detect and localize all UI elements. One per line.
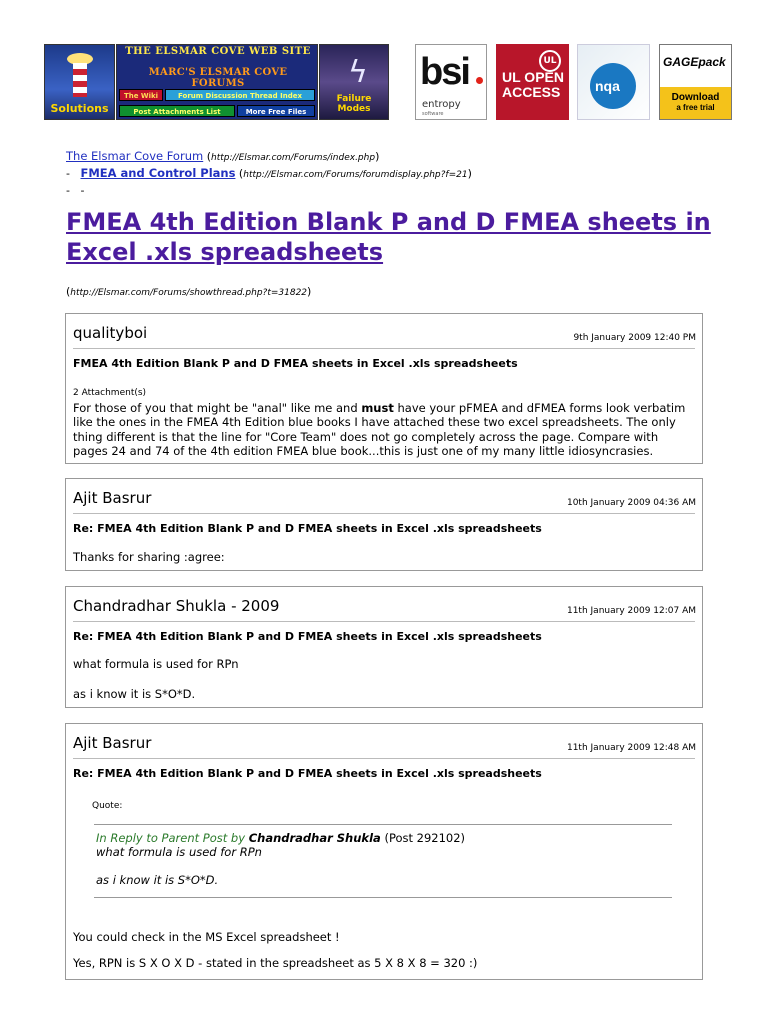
post: [65, 586, 703, 708]
ul-ad[interactable]: [496, 44, 569, 120]
gagepack-logo: GAGEpack: [663, 55, 726, 69]
subforum-url: http://Elsmar.com/Forums/forumdisplay.php?f=21: [243, 170, 468, 180]
bsi-dot-icon: [476, 77, 483, 84]
divider: [73, 348, 695, 349]
post-subject: FMEA 4th Edition Blank P and D FMEA sheets in Excel .xls spreadsheets: [73, 357, 518, 370]
post-date: 9th January 2009 12:40 PM: [573, 333, 696, 343]
post-subject: Re: FMEA 4th Edition Blank P and D FMEA sheets in Excel .xls spreadsheets: [73, 767, 542, 780]
thread-url-text: http://Elsmar.com/Forums/showthread.php?t=31822: [70, 288, 308, 298]
post-subject: Re: FMEA 4th Edition Blank P and D FMEA sheets in Excel .xls spreadsheets: [73, 630, 542, 643]
lightning-icon: ϟ: [348, 55, 368, 90]
post-username: Ajit Basrur: [73, 489, 152, 507]
dash: -: [66, 167, 70, 180]
elsmar-banner[interactable]: [116, 44, 318, 120]
divider: [73, 758, 695, 759]
bsi-entropy: entropy: [422, 99, 461, 110]
thread-url: (http://Elsmar.com/Forums/showthread.php?t=31822): [66, 285, 312, 298]
post-attachments-link[interactable]: Post Attachments List: [119, 105, 235, 117]
bsi-logo: bsi: [420, 51, 469, 93]
post-text: have your pFMEA and dFMEA forms look verbatim like the ones in the FMEA 4th Edition blue books I have attached these two excel spreadsheets. The only thing different is that the line for "Core Team" does not go completely across the page. Compare with pages 24 and 74 of the 4th edition FMEA blue book...this is just one of my many little idiosyncrasies.: [73, 400, 686, 458]
quote-post-ref[interactable]: (Post 292102): [384, 831, 466, 845]
ul-logo-icon: UL: [539, 50, 561, 72]
site-title: THE ELSMAR COVE WEB SITE: [125, 46, 311, 57]
post: [65, 313, 703, 464]
post-date: 11th January 2009 12:48 AM: [566, 743, 696, 753]
quote-author[interactable]: Chandradhar Shukla: [248, 831, 381, 845]
post-subject: Re: FMEA 4th Edition Blank P and D FMEA sheets in Excel .xls spreadsheets: [73, 522, 542, 535]
post-username: Chandradhar Shukla - 2009: [73, 597, 280, 615]
post-body: Thanks for sharing :agree:: [73, 550, 225, 564]
post-username: qualityboi: [73, 324, 148, 342]
nqa-logo: nqa: [595, 78, 620, 94]
quote-label: Quote:: [92, 801, 123, 811]
divider: [73, 513, 695, 514]
quote-line: what formula is used for RPn: [96, 845, 262, 859]
attachments-count: 2 Attachment(s): [73, 388, 147, 398]
post-text: For those of you that might be "anal" like me and: [73, 400, 362, 415]
gagepack-ad[interactable]: [659, 44, 732, 120]
failure-modes-banner[interactable]: [319, 44, 389, 120]
post-body: [73, 386, 695, 459]
quote-line: as i know it is S*O*D.: [96, 873, 219, 887]
bsi-ad[interactable]: [415, 44, 487, 120]
post-line: Yes, RPN is S X O X D - stated in the spreadsheet as 5 X 8 X 8 = 320 :): [73, 955, 478, 970]
post: [65, 723, 703, 980]
post-username: Ajit Basrur: [73, 734, 152, 752]
post-text-bold: must: [361, 400, 394, 415]
gagepack-trial: a free trial: [676, 103, 715, 112]
lighthouse-icon: [73, 63, 87, 97]
post-line: You could check in the MS Excel spreadsheet !: [73, 930, 340, 944]
post-body: [73, 657, 695, 701]
ul-label: UL OPEN ACCESS: [502, 69, 564, 100]
subforum-link[interactable]: FMEA and Control Plans: [80, 166, 236, 180]
quote-intro: In Reply to Parent Post by: [96, 831, 246, 845]
forums-title: MARC'S ELSMAR COVE FORUMS: [148, 67, 288, 89]
dash: -: [80, 184, 85, 197]
gagepack-download: Download: [671, 92, 720, 103]
dash: -: [66, 184, 70, 197]
bsi-software: software: [422, 111, 444, 117]
post-line: what formula is used for RPn: [73, 657, 239, 671]
failure-modes-label: Failure Modes: [336, 94, 372, 114]
post-date: 11th January 2009 12:07 AM: [566, 606, 696, 616]
more-free-files-link[interactable]: More Free Files: [237, 105, 315, 117]
breadcrumb: The Elsmar Cove Forum (http://Elsmar.com/Forums/index.php) - FMEA and Control Plans (http://Elsmar.com/Forums/forumdisplay.php?f=21) - -: [66, 149, 472, 197]
forum-url: http://Elsmar.com/Forums/index.php: [211, 153, 376, 163]
quote-block: [94, 824, 672, 898]
post-date: 10th January 2009 04:36 AM: [566, 498, 696, 508]
post: [65, 478, 703, 571]
wiki-link[interactable]: The Wiki: [119, 89, 163, 101]
post-body: [73, 930, 695, 970]
thread-title[interactable]: FMEA 4th Edition Blank P and D FMEA sheets in Excel .xls spreadsheets: [66, 208, 711, 266]
solutions-banner[interactable]: [44, 44, 115, 120]
solutions-label: Solutions: [50, 102, 109, 115]
nqa-ad[interactable]: [577, 44, 650, 120]
divider: [73, 621, 695, 622]
forum-home-link[interactable]: The Elsmar Cove Forum: [66, 149, 204, 163]
discussion-index-link[interactable]: Forum Discussion Thread Index: [165, 89, 315, 101]
post-line: as i know it is S*O*D.: [73, 686, 196, 701]
